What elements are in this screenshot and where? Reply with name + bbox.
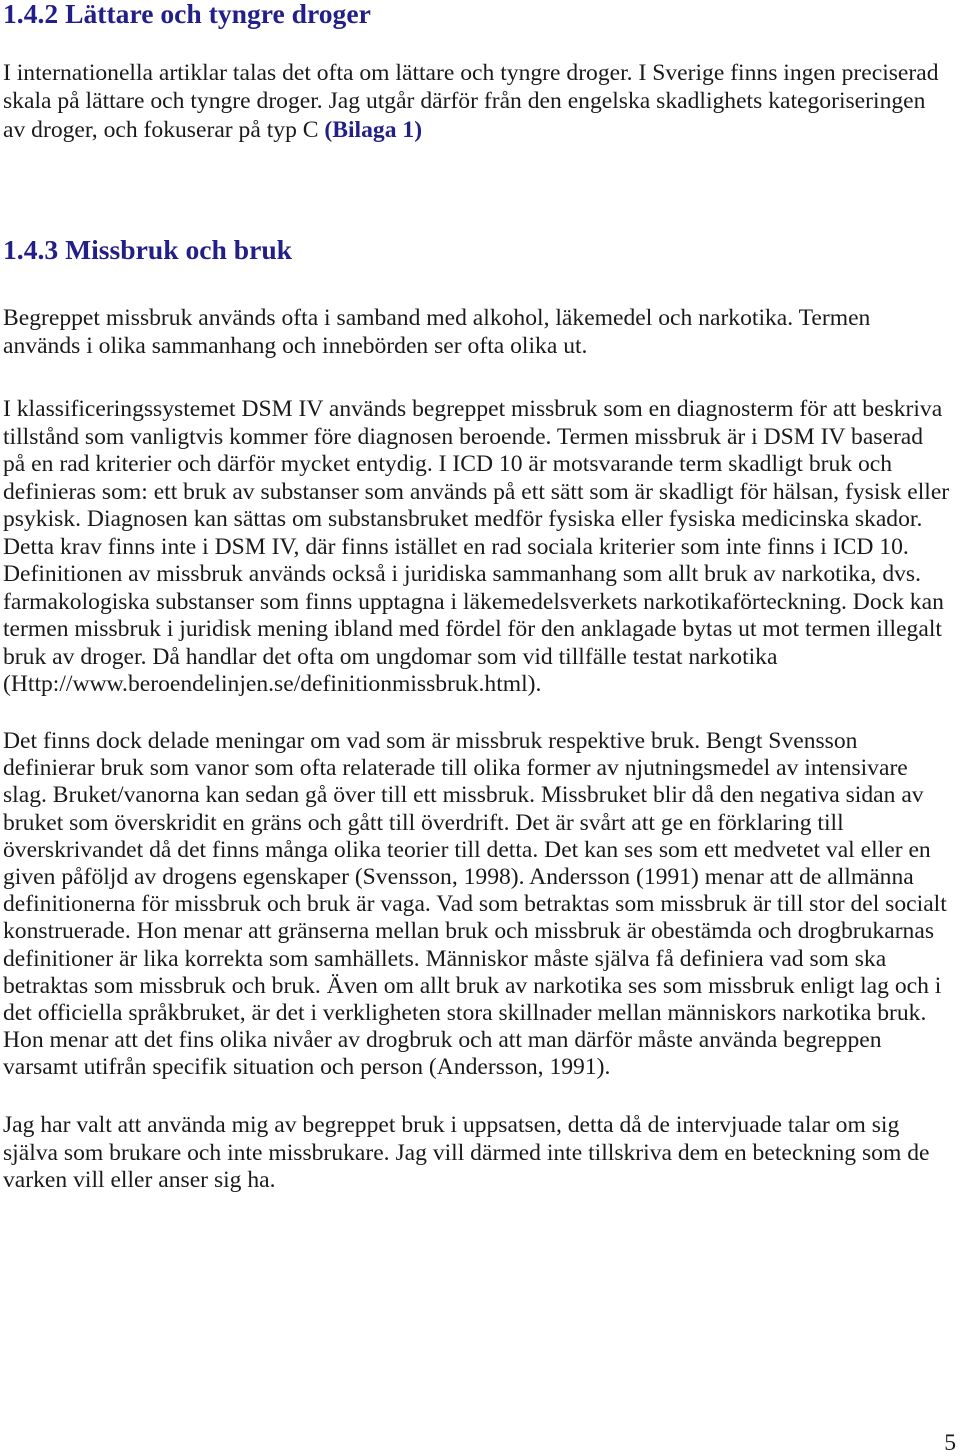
paragraph (3, 1112, 929, 1195)
text-line: betraktas som missbruk och bruk. Även om allt bruk av narkotika ses som missbruk enligt lag och i (3, 972, 942, 999)
text-line: psykisk. Diagnosen kan sättas om substansbruket medför fysiska eller fysiska medicinska skador. (3, 506, 923, 532)
page-number: 5 (944, 1430, 956, 1456)
section-heading: 1.4.2 Lättare och tyngre droger (3, 0, 371, 29)
text-line: varsamt utifrån specifik situation och person (Andersson, 1991). (3, 1054, 611, 1081)
text-line: Hon menar att det fins olika nivåer av drogbruk och att man därför måste använda begreppen (3, 1027, 882, 1054)
text-line: I klassificeringssystemet DSM IV används begreppet missbruk som en diagnosterm för att beskriva (3, 396, 943, 422)
paragraph (3, 304, 870, 360)
text-segment: av droger, och fokuserar på typ C (3, 116, 319, 143)
text-line: tillstånd som vanligtvis kommer före diagnosen beroende. Termen missbruk är i DSM IV baserad (3, 423, 924, 450)
text-line: termen missbruk i juridisk mening ibland med fördel för den anklagade bytas ut mot termen illegalt (3, 616, 942, 642)
text-line: Begreppet missbruk används ofta i samband med alkohol, läkemedel och narkotika. Termen (3, 305, 871, 331)
text-line: definierar bruk som vanor som ofta relaterade till olika former av njutningsmedel av intensivare (3, 755, 908, 782)
section-heading: 1.4.3 Missbruk och bruk (3, 234, 293, 265)
text-line: på en rad kriterier och därför mycket entydig. I ICD 10 är motsvarande term skadligt bruk och (3, 451, 893, 477)
text-line: slag. Bruket/vanorna kan sedan gå över till ett missbruk. Missbruket blir då den negativa sidan av (3, 782, 924, 809)
text-line: bruk av droger. Då handlar det ofta om ungdomar som vid tillfälle testat narkotika (3, 643, 778, 670)
paragraph (3, 396, 949, 699)
text-line: Detta krav finns inte i DSM IV, där finns istället en rad sociala kriterier som inte finns i ICD 10. (3, 533, 909, 560)
text-line: given påföljd av drogens egenskaper (Svensson, 1998). Andersson (1991) menar att de allmänna (3, 864, 914, 891)
text-line: definieras som: ett bruk av substanser som används på ett sätt som är skadligt för hälsan, fysisk eller (3, 478, 950, 505)
text-line: definitionerna för missbruk och bruk är vaga. Vad som betraktas som missbruk är till stor del socialt (3, 891, 947, 918)
text-line: konstruerade. Hon menar att gränserna mellan bruk och missbruk är obestämda och drogbrukarnas (3, 918, 934, 945)
appendix-reference: (Bilaga 1) (324, 116, 423, 143)
paragraph (3, 728, 947, 1082)
text-line: bruket som överskridit en gräns och gått till överdrift. Det är svårt att ge en förklaring till (3, 809, 844, 836)
text-line: farmakologiska substanser som finns upptagna i läkemedelsverkets narkotikaförteckning. Dock kan (3, 588, 944, 615)
text-line (3, 116, 939, 144)
text-line: används i olika sammanhang och innebörden ser ofta olika ut. (3, 333, 588, 359)
text-line: överskrivandet då det finns många olika teorier till detta. Det kan ses som ett medvetet val eller en (3, 836, 931, 863)
source-url-line: (Http://www.beroendelinjen.se/definitionmissbruk.html). (3, 671, 542, 697)
text-line: Jag har valt att använda mig av begreppet bruk i uppsatsen, detta då de intervjuade talar om sig (3, 1112, 900, 1138)
text-line: Det finns dock delade meningar om vad som är missbruk respektive bruk. Bengt Svensson (3, 728, 858, 754)
text-line: det officiella språkbruket, är det i verkligheten stora skillnader mellan människors narkotika bruk. (3, 1000, 927, 1027)
text-line: själva som brukare och inte missbrukare. Jag vill därmed inte tillskriva dem en beteckning som de (3, 1139, 930, 1166)
text-line: definitioner är lika korrekta som samhällets. Människor måste själva få definiera vad som ska (3, 945, 887, 972)
paragraph (3, 59, 939, 144)
text-line: skala på lättare och tyngre droger. Jag utgår därför från den engelska skadlighets kategoriseringen (3, 88, 926, 115)
text-line: I internationella artiklar talas det ofta om lättare och tyngre droger. I Sverige finns ingen preciserad (3, 60, 939, 86)
text-line: varken vill eller anser sig ha. (3, 1167, 276, 1193)
text-line: Definitionen av missbruk används också i juridiska sammanhang som allt bruk av narkotika, dvs. (3, 561, 922, 587)
